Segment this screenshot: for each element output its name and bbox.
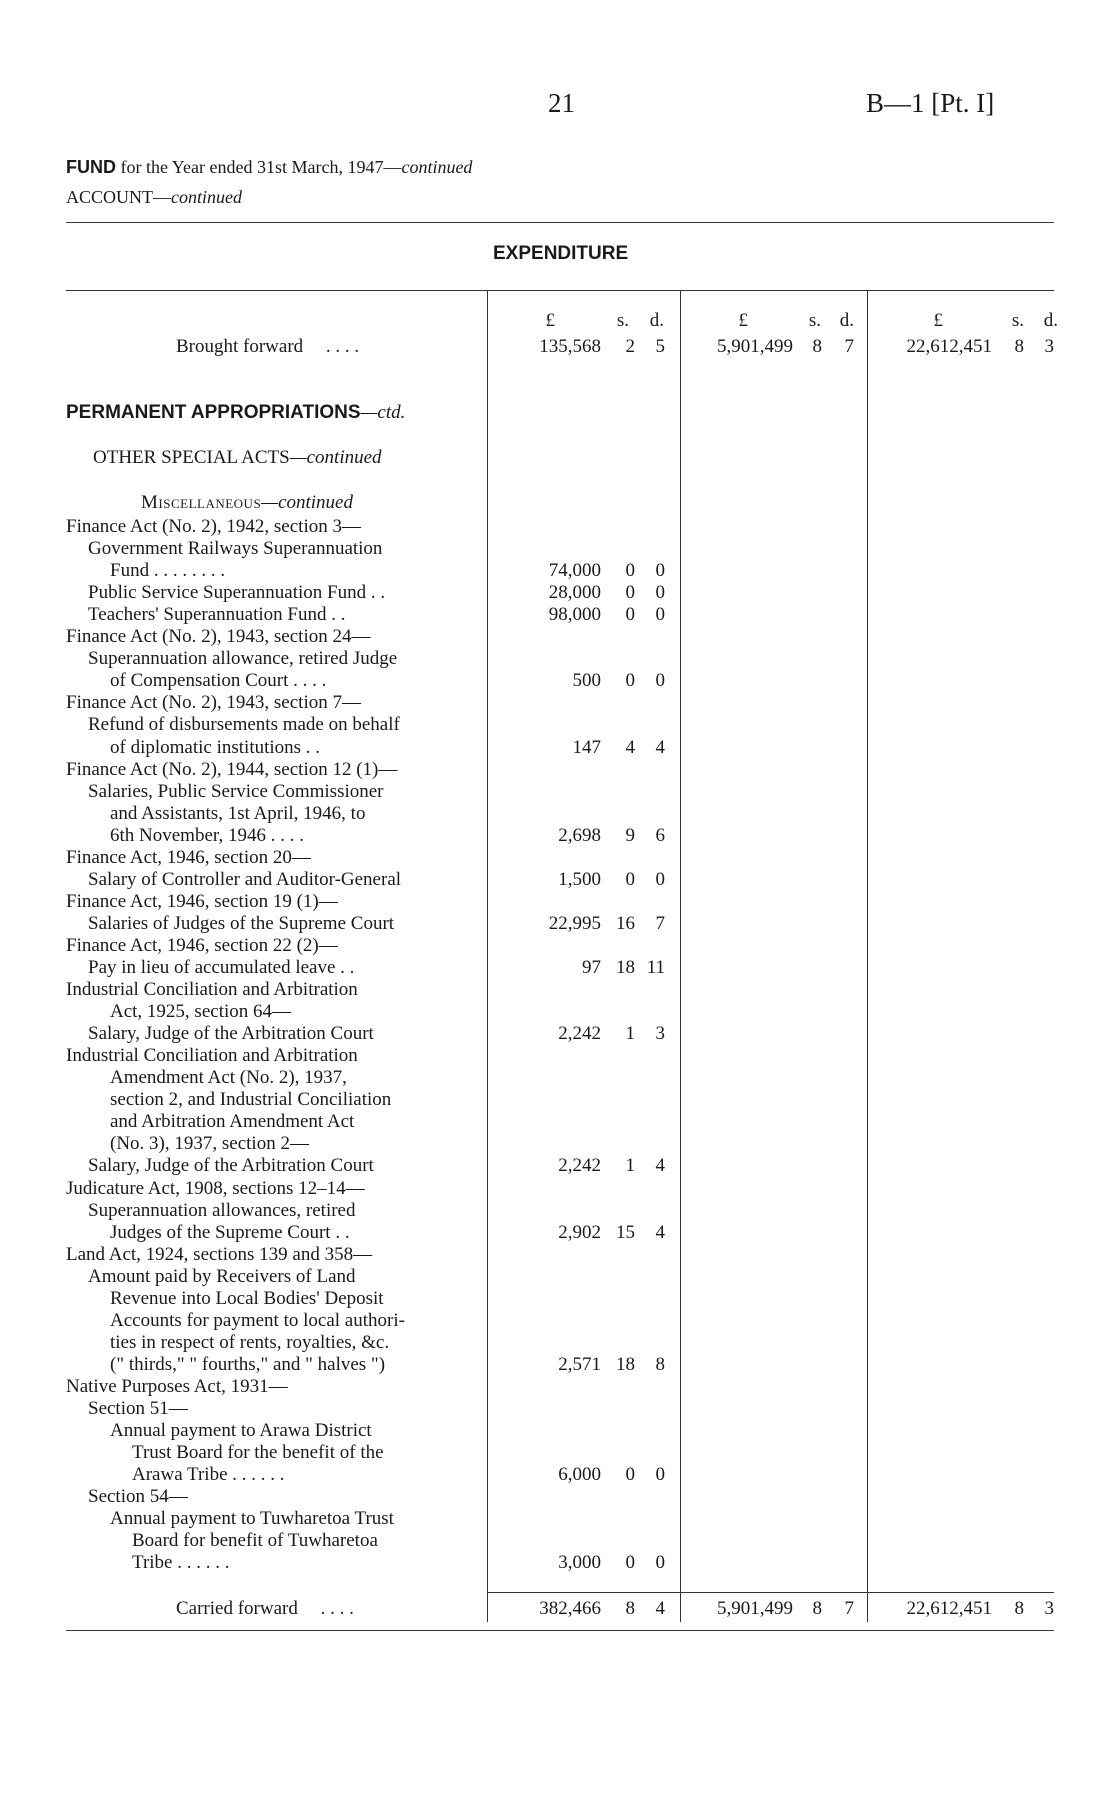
item-amount-pence: 0 — [655, 604, 665, 626]
carried-forward-col1-pounds: 382,466 — [539, 1598, 601, 1619]
footer-rule — [66, 1630, 1054, 1631]
page-number: 21 — [548, 88, 575, 118]
column-rule-1 — [487, 291, 488, 1622]
item-line: Salaries of Judges of the Supreme Court — [88, 912, 395, 934]
item-line: Tribe . . . . . . — [132, 1552, 230, 1574]
brought-forward-col2-pounds: 5,901,499 — [717, 336, 793, 357]
item-amount-shillings: 18 — [616, 1353, 635, 1375]
carried-forward-col2-shillings: 8 — [812, 1598, 822, 1619]
item-amount-pounds: 2,902 — [558, 1221, 601, 1243]
item-line: Land Act, 1924, sections 139 and 358— — [66, 1243, 373, 1265]
item-line: Native Purposes Act, 1931— — [66, 1375, 288, 1397]
item-line: Section 51— — [88, 1398, 188, 1419]
item-line: Superannuation allowance, retired Judge — [88, 648, 398, 670]
item-line: (" thirds," " fourths," and " halves ") — [110, 1353, 386, 1375]
brought-forward-col2-shillings: 8 — [812, 336, 822, 357]
carried-forward-col3-shillings: 8 — [1014, 1598, 1024, 1619]
item-line: of Compensation Court . . . . — [110, 670, 327, 692]
item-amount-pence: 4 — [655, 1155, 665, 1177]
account-title — [66, 187, 242, 208]
miscellaneous-heading: Miscellaneous—continued — [141, 492, 353, 513]
carried-forward-col2-pence: 7 — [844, 1598, 854, 1619]
brought-forward-col1-pence: 5 — [655, 336, 665, 357]
col3-pence-header: d. — [1043, 310, 1058, 331]
item-amount-pounds: 3,000 — [558, 1552, 601, 1574]
col1-pence-header: d. — [649, 310, 664, 331]
item-amount-shillings: 0 — [625, 1552, 635, 1574]
item-line: Public Service Superannuation Fund . . — [88, 582, 386, 604]
item-amount-pence: 0 — [655, 868, 665, 890]
item-line: Salary, Judge of the Arbitration Court — [88, 1023, 374, 1045]
col3-shillings-header: s. — [1011, 310, 1024, 331]
item-line: Finance Act (No. 2), 1944, section 12 (1)— — [66, 758, 398, 780]
item-amount-shillings: 0 — [625, 604, 635, 626]
item-line: Board for benefit of Tuwharetoa — [132, 1530, 378, 1552]
item-amount-pounds: 2,242 — [558, 1023, 601, 1045]
item-amount-shillings: 0 — [625, 670, 635, 692]
item-line: Government Railways Superannuation — [88, 538, 383, 560]
item-amount-pence: 0 — [655, 670, 665, 692]
item-line: Teachers' Superannuation Fund . . — [88, 604, 346, 626]
item-line: Act, 1925, section 64— — [110, 1001, 292, 1023]
col3-pounds-header: £ — [933, 310, 943, 331]
item-line: section 2, and Industrial Conciliation — [110, 1089, 392, 1111]
carried-forward-col1-shillings: 8 — [625, 1598, 635, 1619]
item-line: Judicature Act, 1908, sections 12–14— — [66, 1177, 365, 1199]
item-line: Annual payment to Arawa District — [110, 1420, 372, 1442]
account-label: ACCOUNT— — [66, 187, 172, 207]
item-amount-pence: 0 — [655, 560, 665, 582]
item-line: Finance Act, 1946, section 22 (2)— — [66, 934, 338, 956]
item-line: Annual payment to Tuwharetoa Trust — [110, 1508, 394, 1530]
item-amount-pounds: 28,000 — [548, 582, 601, 604]
item-line: Finance Act (No. 2), 1943, section 7— — [66, 692, 361, 714]
carried-forward-rule — [487, 1592, 1054, 1593]
item-line: Salaries, Public Service Commissioner — [88, 780, 384, 802]
item-line: Fund . . . . . . . . — [110, 560, 226, 582]
item-amount-shillings: 1 — [625, 1023, 635, 1045]
column-rule-3 — [867, 291, 868, 1622]
brought-forward-col3-pence: 3 — [1044, 336, 1054, 357]
item-line: Trust Board for the benefit of the — [132, 1442, 384, 1464]
item-line: Finance Act, 1946, section 20— — [66, 846, 311, 868]
item-amount-shillings: 0 — [625, 1464, 635, 1486]
item-amount-pence: 4 — [655, 1221, 665, 1243]
carried-forward-col2-pounds: 5,901,499 — [717, 1598, 793, 1619]
item-amount-shillings: 0 — [625, 582, 635, 604]
item-amount-pence: 3 — [655, 1023, 665, 1045]
item-line: Industrial Conciliation and Arbitration — [66, 979, 358, 1001]
col1-pounds-header: £ — [545, 310, 555, 331]
item-amount-pence: 4 — [655, 736, 665, 758]
item-line: Finance Act (No. 2), 1943, section 24— — [66, 626, 371, 648]
item-amount-pence: 0 — [655, 1552, 665, 1574]
item-amount-pence: 6 — [655, 824, 665, 846]
item-line: Amount paid by Receivers of Land — [88, 1265, 356, 1287]
carried-forward-col3-pence: 3 — [1044, 1598, 1054, 1619]
item-line: and Arbitration Amendment Act — [110, 1111, 355, 1133]
item-line: Revenue into Local Bodies' Deposit — [110, 1287, 384, 1309]
item-amount-pounds: 2,698 — [558, 824, 601, 846]
item-amount-pence: 0 — [655, 1464, 665, 1486]
col2-pence-header: d. — [839, 310, 854, 331]
item-line: Industrial Conciliation and Arbitration — [66, 1045, 358, 1067]
brought-forward-col1-shillings: 2 — [625, 336, 635, 357]
column-rule-2 — [680, 291, 681, 1622]
item-line: Superannuation allowances, retired — [88, 1199, 356, 1221]
item-amount-shillings: 0 — [625, 868, 635, 890]
carried-forward-col1-pence: 4 — [655, 1598, 665, 1619]
brought-forward-col3-pounds: 22,612,451 — [906, 336, 992, 357]
item-line: Accounts for payment to local authori- — [110, 1309, 405, 1331]
item-amount-pounds: 22,995 — [548, 912, 601, 934]
item-amount-pounds: 97 — [582, 957, 601, 978]
col2-pounds-header: £ — [738, 310, 748, 331]
section-title: EXPENDITURE — [493, 243, 629, 264]
account-continued: continued — [171, 187, 242, 207]
item-amount-pounds: 500 — [572, 670, 601, 692]
brought-forward-col2-pence: 7 — [844, 336, 854, 357]
fund-title — [66, 157, 472, 178]
item-amount-pounds: 147 — [572, 736, 601, 758]
item-amount-pounds: 6,000 — [558, 1464, 601, 1486]
item-amount-pence: 0 — [655, 582, 665, 604]
item-line: Judges of the Supreme Court . . — [110, 1221, 350, 1243]
carried-forward-label: Carried forward . . . . — [176, 1598, 354, 1619]
item-line: of diplomatic institutions . . — [110, 736, 321, 758]
item-amount-shillings: 9 — [625, 824, 635, 846]
fund-title-rest: for the Year ended 31st March, 1947— — [120, 157, 402, 177]
item-line: Finance Act (No. 2), 1942, section 3— — [66, 516, 361, 537]
item-line: Refund of disbursements made on behalf — [88, 714, 400, 736]
item-amount-pounds: 2,571 — [558, 1353, 601, 1375]
item-amount-pence: 8 — [655, 1353, 665, 1375]
brought-forward-col3-shillings: 8 — [1014, 336, 1024, 357]
item-amount-pounds: 1,500 — [558, 868, 601, 890]
item-line: Section 54— — [88, 1486, 188, 1508]
brought-forward-col1-pounds: 135,568 — [539, 336, 601, 357]
item-amount-shillings: 4 — [625, 736, 635, 758]
permanent-appropriations-heading: PERMANENT APPROPRIATIONS—ctd. — [66, 402, 406, 423]
other-special-acts-heading: OTHER SPECIAL ACTS—continued — [93, 447, 382, 468]
item-amount-shillings: 18 — [616, 957, 635, 978]
item-line: Arawa Tribe . . . . . . — [132, 1464, 285, 1486]
item-amount-pounds: 98,000 — [548, 604, 601, 626]
col1-shillings-header: s. — [616, 310, 629, 331]
column-header-rule — [66, 290, 1054, 291]
item-amount-pounds: 74,000 — [548, 560, 601, 582]
item-amount-shillings: 0 — [625, 560, 635, 582]
col2-shillings-header: s. — [808, 310, 821, 331]
document-reference: B—1 [Pt. I] — [866, 88, 995, 118]
item-line: and Assistants, 1st April, 1946, to — [110, 802, 366, 824]
header-rule — [66, 222, 1054, 223]
item-line: 6th November, 1946 . . . . — [110, 824, 304, 846]
carried-forward-col3-pounds: 22,612,451 — [906, 1598, 992, 1619]
item-line: Finance Act, 1946, section 19 (1)— — [66, 890, 338, 912]
item-amount-pence: 7 — [655, 912, 665, 934]
item-line: Salary, Judge of the Arbitration Court — [88, 1155, 374, 1177]
item-amount-pence: 11 — [646, 957, 665, 978]
item-line: Pay in lieu of accumulated leave . . — [88, 957, 355, 978]
fund-title-bold: FUND — [66, 157, 116, 177]
item-amount-shillings: 15 — [616, 1221, 635, 1243]
item-line: Amendment Act (No. 2), 1937, — [110, 1067, 347, 1089]
item-line: ties in respect of rents, royalties, &c. — [110, 1331, 390, 1353]
item-line: (No. 3), 1937, section 2— — [110, 1133, 309, 1155]
brought-forward-label: Brought forward . . . . — [176, 336, 360, 357]
fund-title-continued: continued — [401, 157, 473, 177]
item-amount-shillings: 16 — [616, 912, 635, 934]
item-amount-pounds: 2,242 — [558, 1155, 601, 1177]
item-line: Salary of Controller and Auditor-General — [88, 868, 402, 890]
item-amount-shillings: 1 — [625, 1155, 635, 1177]
